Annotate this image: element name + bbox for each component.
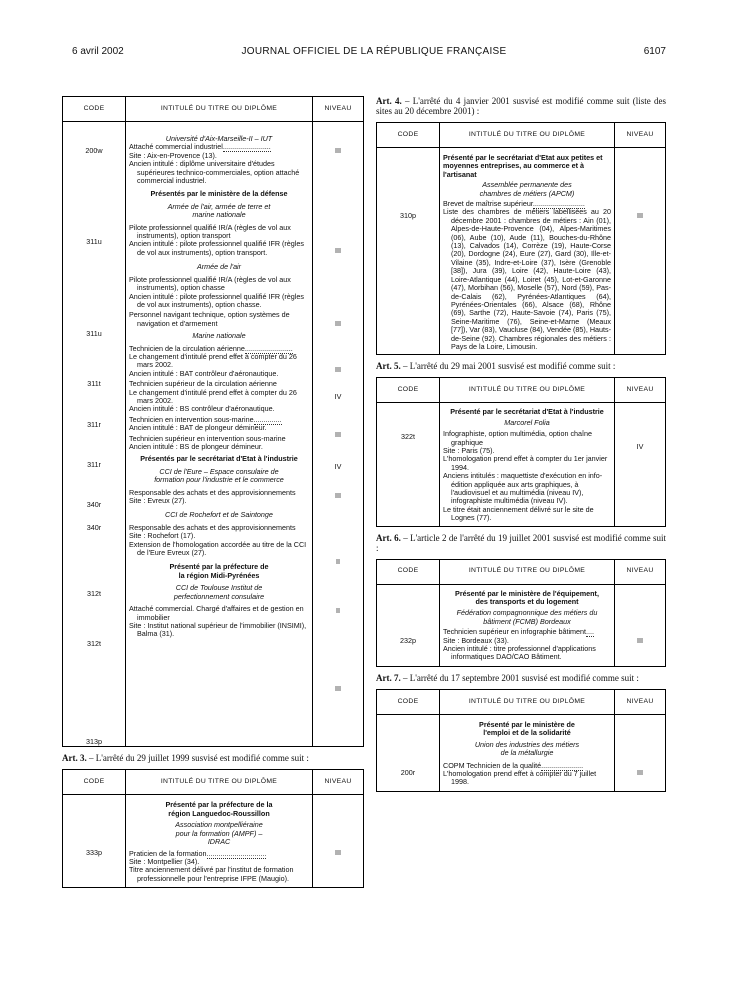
- site-text: Site : Aix-en-Provence (13).: [129, 150, 217, 160]
- table-body: [377, 584, 666, 666]
- table-header-row: [63, 97, 364, 122]
- diploma-title: Brevet de maîtrise supérieur..........................: [443, 199, 585, 209]
- col-title-header: INTITULÉ DU TITRE OU DIPLÔME: [126, 770, 313, 795]
- table-body: [377, 403, 666, 526]
- table-4: [376, 377, 666, 526]
- row-code: 322t: [401, 432, 415, 442]
- section-heading: Présenté par le ministère de l'emploi et de la solidarité: [479, 719, 575, 738]
- level-cell: [313, 122, 364, 747]
- col-code-header: CODE: [377, 123, 440, 148]
- site-text: Site : Montpellier (34).: [129, 856, 200, 866]
- table-header-row: [377, 123, 666, 148]
- change-note: Le changement d'intitulé prend effet à compter du 26 mars 2002.: [129, 387, 297, 405]
- article-5: Art. 5. – L'arrêté du 29 mai 2001 susvisé est modifié comme suit :: [376, 361, 616, 372]
- title-cell: [126, 122, 313, 747]
- former-title: Ancien intitulé : diplôme universitaire d'études supérieures technico-commerciales, option attaché commercial industriel.: [129, 159, 300, 186]
- site-text: Site : Rochefort (17).: [129, 531, 196, 541]
- col-level-header: NIVEAU: [615, 123, 666, 148]
- col-code-header: CODE: [63, 97, 126, 122]
- diploma-title: Personnel navigant technique, option systèmes de navigation et d'armement: [129, 310, 290, 328]
- section-heading: Présenté par le ministère de l'équipement, des transports et du logement: [455, 588, 599, 607]
- diploma-title: Attaché commercial industriel........................: [129, 142, 271, 152]
- row-code: 313p: [86, 737, 102, 747]
- row-code: 311r: [87, 419, 101, 429]
- diploma-title: Technicien supérieur en infographie bâtiment....: [443, 627, 595, 637]
- diploma-title: Technicien supérieur en intervention sous-marine: [129, 433, 286, 443]
- code-cell: [377, 714, 440, 791]
- row-level: III: [335, 684, 341, 694]
- former-title: Ancien intitulé : pilote professionnel qualifié IFR (règles de vol aux instruments), option chasse.: [129, 291, 304, 309]
- row-level: III: [335, 848, 341, 858]
- institution-name: Marine nationale: [192, 331, 246, 341]
- code-cell: [377, 403, 440, 526]
- former-title: Ancien intitulé : BS contrôleur d'aéronautique.: [129, 404, 275, 414]
- table-3: [376, 122, 666, 355]
- col-title-header: INTITULÉ DU TITRE OU DIPLÔME: [440, 559, 615, 584]
- row-level: IV: [334, 462, 342, 472]
- diploma-title: Praticien de la formation..............................: [129, 848, 267, 858]
- title-cell: [440, 148, 615, 355]
- institution-name: Université d'Aix-Marseille-II – IUT: [165, 134, 273, 143]
- col-code-header: CODE: [377, 378, 440, 403]
- col-level-header: NIVEAU: [313, 770, 364, 795]
- article-6: Art. 6. – L'article 2 de l'arrêté du 19 juillet 2001 susvisé est modifié comme suit :: [376, 532, 666, 553]
- table-2: [62, 769, 364, 888]
- table-1: [62, 96, 364, 747]
- site-text: Site : Evreux (27).: [129, 496, 187, 506]
- journal-title: JOURNAL OFFICIEL DE LA RÉPUBLIQUE FRANÇAISE: [241, 46, 507, 57]
- former-title: Ancien intitulé : BS de plongeur démineur.: [129, 442, 263, 451]
- table-header-row: [377, 559, 666, 584]
- diploma-title: Pilote professionnel qualifié IR/A (règles de vol aux instruments), option chasse: [129, 274, 291, 293]
- chambers-list: Liste des chambres de métiers labellisées au 20 décembre 2001 : chambres de métiers : Ain (01), Alpes-de-Haute-Provence (04), Alpes-Maritimes (06), Aube (10), Aude (11), Bouches-du-Rhône (13), Calvados (14), Corrèze (19), Haute-Corse (20), Dordogne (24), Eure (27), Gard (30), Ille-et-Vilaine (35), Indre-et-Loire (37), Isère (Grenoble [38]), Jura (39), Loire (42), Haute-Loire (43), Loire-Atlantique (44), Loiret (45), Lot-et-Garonne (47), Morbihan (56), Moselle (57), Nord (59), Pas-de-Calais (62), Pyrénées-Atlantiques (64), Pyrénées-Orientales (66), Alsace (68), Rhône (69), Sarthe (72), Haute-Savoie (74), Paris (75), Seine-Maritime (76), Seine-et-Marne (Meaux [77]), Var (83), Vaucluse (84), Vendée (85), Hauts-de-Seine (92). Chambres régionales des métiers : Pays de la Loire, Limousin.: [443, 207, 611, 351]
- row-level: III: [335, 365, 341, 375]
- title-cell: [440, 584, 615, 666]
- level-cell: [615, 714, 666, 791]
- institution-name: Armée de l'air, armée de terre et marine nationale: [167, 201, 271, 220]
- section-heading: Présentés par le ministère de la défense: [150, 189, 288, 199]
- table-body: [63, 795, 364, 888]
- change-note: Le changement d'intitulé prend effet à compter du 26 mars 2002.: [129, 351, 297, 370]
- row-code: 340r: [86, 500, 102, 510]
- institution-name: CCI de Rochefort et de Saintonge: [165, 510, 273, 520]
- right-column: [376, 96, 666, 792]
- title-cell: [440, 714, 615, 791]
- code-cell: [377, 584, 440, 666]
- row-level: IV: [636, 442, 644, 452]
- institution-name: Fédération compagnonnique des métiers du bâtiment (FCMB) Bordeaux: [456, 608, 598, 626]
- row-level: III: [637, 767, 643, 777]
- site-text: Site : Bordeaux (33).: [443, 635, 509, 645]
- row-code: 311u: [86, 237, 102, 247]
- row-code: 200w: [85, 146, 103, 155]
- table-body: [377, 714, 666, 791]
- row-level: III: [335, 490, 341, 500]
- extension-note: Extension de l'homologation accordée au titre de la CCI de l'Eure Evreux (27).: [129, 539, 307, 558]
- table-5: [376, 559, 666, 667]
- diploma-title: Responsable des achats et des approvisionnements: [129, 522, 296, 532]
- former-site-note: Le titre était anciennement délivré sur le site de Lognes (77).: [443, 504, 594, 523]
- former-title: Ancien intitulé : BAT contrôleur d'aéronautique.: [129, 368, 279, 378]
- table-body: [377, 148, 666, 355]
- row-code: 200r: [400, 767, 416, 777]
- row-level: III: [335, 430, 341, 440]
- row-code: 312t: [87, 638, 101, 648]
- col-level-header: NIVEAU: [313, 97, 364, 122]
- former-title: Ancien intitulé : titre professionnel d'applications informatiques DAO/CAO Bâtiment.: [443, 644, 596, 662]
- col-title-header: INTITULÉ DU TITRE OU DIPLÔME: [126, 97, 313, 122]
- row-code: 333p: [86, 848, 102, 858]
- level-cell: [615, 148, 666, 355]
- former-title: Titre anciennement délivré par l'institut de formation professionnelle pour l'entreprise IFPE (Maugio).: [129, 865, 294, 883]
- row-code: 310p: [400, 211, 416, 220]
- title-cell: [440, 403, 615, 526]
- section-heading: Présenté par la préfecture de la région Midi-Pyrénées: [169, 562, 269, 580]
- title-cell: [126, 795, 313, 888]
- diploma-title: Responsable des achats et des approvisionnements: [129, 487, 296, 497]
- table-body: [63, 122, 364, 747]
- section-heading: Présentés par le secrétariat d'Etat à l'industrie: [140, 454, 298, 464]
- row-level: II: [336, 605, 340, 615]
- diploma-title: Technicien de la circulation aérienne........................: [129, 343, 293, 353]
- section-heading: Présenté par le secrétariat d'Etat à l'industrie: [450, 407, 604, 417]
- site-text: Site : Institut national supérieur de l'immobilier (INSIMI), Balma (31).: [129, 620, 307, 639]
- diploma-title: Attaché commercial. Chargé d'affaires et de gestion en immobilier: [129, 604, 304, 622]
- row-level: III: [637, 635, 643, 645]
- diploma-title: Technicien supérieur de la circulation aérienne: [129, 379, 277, 389]
- page-header: [0, 46, 748, 60]
- row-level: III: [335, 318, 341, 328]
- col-level-header: NIVEAU: [615, 559, 666, 584]
- diploma-title: Technicien en intervention sous-marine..............: [129, 414, 282, 424]
- left-column: [62, 96, 364, 888]
- institution-name: CCI de l'Eure – Espace consulaire de formation pour l'industrie et le commerce: [154, 466, 284, 485]
- col-code-header: CODE: [63, 770, 126, 795]
- header-date: 6 avril 2002: [72, 46, 124, 57]
- table-header-row: [63, 770, 364, 795]
- row-level: IV: [334, 391, 342, 401]
- table-6: [376, 689, 666, 792]
- article-7: Art. 7. – L'arrêté du 17 septembre 2001 susvisé est modifié comme suit :: [376, 672, 639, 683]
- table-header-row: [377, 378, 666, 403]
- col-code-header: CODE: [377, 689, 440, 714]
- row-level: III: [335, 246, 341, 256]
- institution-name: Assemblée permanente des chambres de métiers (APCM): [479, 180, 575, 198]
- site-text: Site : Paris (75).: [443, 445, 495, 455]
- diploma-title: Pilote professionnel qualifié IR/A (règles de vol aux instruments), option transport: [129, 222, 291, 241]
- level-cell: [313, 795, 364, 888]
- row-level: III: [637, 211, 643, 220]
- institution-name: CCI de Toulouse Institut de perfectionnement consulaire: [173, 583, 265, 601]
- col-code-header: CODE: [377, 559, 440, 584]
- article-4: Art. 4. – L'arrêté du 4 janvier 2001 susvisé est modifié comme suit (liste des sites au 20 décembre 2001) :: [376, 96, 666, 116]
- section-heading: Présenté par la préfecture de la région Languedoc-Roussillon: [165, 800, 273, 818]
- former-title: Ancien intitulé : pilote professionnel qualifié IFR (règles de vol aux instruments), option transport.: [129, 239, 304, 257]
- effect-note: L'homologation prend effet à compter du 1er janvier 1994.: [443, 454, 608, 472]
- row-code: 340r: [86, 522, 102, 532]
- row-code: 311u: [86, 328, 102, 338]
- institution-name: Association montpelliéraine pour la formation (AMPF) – IDRAC: [175, 820, 263, 847]
- page-number: 6107: [643, 46, 666, 57]
- col-title-header: INTITULÉ DU TITRE OU DIPLÔME: [440, 378, 615, 403]
- institution-name: Armée de l'air: [196, 262, 242, 272]
- diploma-title: COPM Technicien de la qualité.....................: [443, 760, 584, 770]
- code-cell: [63, 795, 126, 888]
- section-heading: Présenté par le secrétariat d'Etat aux petites et moyennes entreprises, au commerce et à l'artisanat: [443, 153, 603, 179]
- article-3: Art. 3. – L'arrêté du 29 juillet 1999 susvisé est modifié comme suit :: [62, 753, 309, 764]
- effect-note: L'homologation prend effet à compter du 7 juillet 1998.: [443, 768, 597, 787]
- code-cell: [377, 148, 440, 355]
- col-level-header: NIVEAU: [615, 689, 666, 714]
- row-code: 312t: [87, 589, 101, 599]
- col-level-header: NIVEAU: [615, 378, 666, 403]
- institution-name: Marcorel Folia: [504, 417, 550, 427]
- col-title-header: INTITULÉ DU TITRE OU DIPLÔME: [440, 123, 615, 148]
- code-cell: [63, 122, 126, 747]
- row-level: III: [335, 146, 341, 155]
- col-title-header: INTITULÉ DU TITRE OU DIPLÔME: [440, 689, 615, 714]
- row-code: 311r: [87, 460, 101, 470]
- former-title: Anciens intitulés : maquettiste d'exécution en info-édition appliquée aux arts graphiques, à l'audiovisuel et au multimédia (niveau IV), infographiste multimédia (niveau IV).: [443, 471, 603, 506]
- institution-name: Union des industries des métiers de la métallurgie: [474, 739, 580, 758]
- level-cell: [615, 403, 666, 526]
- row-code: 311t: [87, 379, 101, 389]
- level-cell: [615, 584, 666, 666]
- table-header-row: [377, 689, 666, 714]
- former-title: Ancien intitulé : BAT de plongeur démineur.: [129, 423, 267, 433]
- row-code: 232p: [400, 635, 416, 645]
- diploma-title: Infographiste, option multimédia, option chaîne graphique: [443, 429, 593, 447]
- row-level: II: [336, 557, 340, 567]
